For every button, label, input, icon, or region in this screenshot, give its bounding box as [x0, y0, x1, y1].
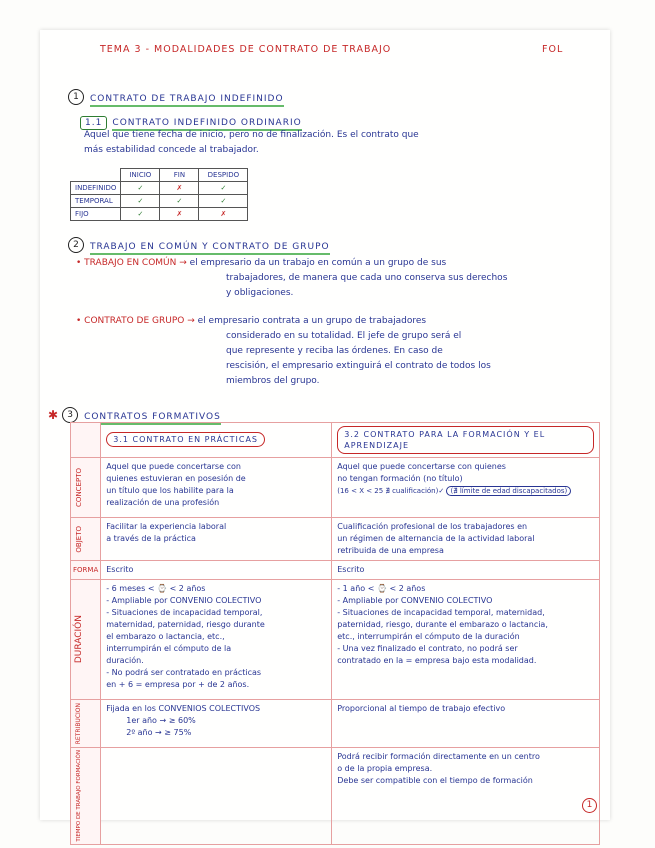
section-title: CONTRATO DE TRABAJO INDEFINIDO	[90, 94, 284, 107]
section-3-heading	[48, 404, 221, 423]
check-icon: ✓	[160, 195, 199, 208]
section-title: TRABAJO EN COMÚN Y CONTRATO DE GRUPO	[90, 242, 330, 255]
row-label: FIJO	[71, 208, 121, 221]
contract-comparison-table	[70, 168, 248, 221]
trabajo-en-comun-item: • TRABAJO EN COMÚN → el empresario da un trabajo en común a un grupo de sus trabajadores, de manera que cada uno conserva sus derechos y obligaciones.	[76, 258, 508, 298]
col-title-formacion: 3.2 CONTRATO PARA LA FORMACIÓN Y EL APRENDIZAJE	[337, 426, 594, 454]
section-title: CONTRATOS FORMATIVOS	[84, 412, 221, 425]
check-icon: ✓	[199, 195, 248, 208]
concepto-formacion: Aquel que puede concertarse con quienes no tengan formación (no título) (16 < X < 25 ∄ cualificación)✓ (∄ límite de edad discapacitados)	[332, 458, 600, 518]
check-icon: ✓	[121, 208, 160, 221]
row-label: OBJETO	[75, 525, 83, 553]
objeto-practicas: Facilitar la experiencia laboral a través de la práctica	[101, 518, 332, 561]
duracion-formacion: - 1 año < ⌚ < 2 años - Ampliable por CONVENIO COLECTIVO - Situaciones de incapacidad temporal, maternidad, paternidad, riesgo, durante el embarazo o lactancia, etc., interrumpirán el cómputo de la duración - Una vez finalizado el contrato, no podrá ser contratado en la = empresa bajo esta modalidad.	[332, 580, 600, 700]
subsection-title: CONTRATO INDEFINIDO ORDINARIO	[112, 118, 301, 131]
col-title-practicas: 3.1 CONTRATO EN PRÁCTICAS	[106, 432, 265, 447]
subsection-text: Aquel que tiene fecha de inicio, pero no de finalización. Es el contrato que más estabilidad concede al trabajador.	[84, 130, 419, 155]
check-icon: ✓	[121, 195, 160, 208]
retribucion-formacion: Proporcional al tiempo de trabajo efectivo	[332, 700, 600, 748]
star-icon: ✱	[48, 408, 59, 422]
subsection-number: 1.1	[80, 116, 107, 130]
cross-icon: ✗	[160, 208, 199, 221]
section-number: 3	[62, 407, 78, 423]
tiempo-practicas	[101, 748, 332, 845]
page-number: 1	[582, 798, 597, 813]
forma-practicas: Escrito	[101, 561, 332, 580]
subject-label: FOL	[542, 44, 564, 55]
section-number: 2	[68, 237, 84, 253]
objeto-formacion: Cualificación profesional de los trabajadores en un régimen de alternancia de la actividad laboral retribuida de una empresa	[332, 518, 600, 561]
notes-page	[40, 30, 610, 842]
cross-icon: ✗	[199, 208, 248, 221]
section-number: 1	[68, 89, 84, 105]
subsection-1-1-heading	[80, 110, 302, 129]
contrato-de-grupo-item: • CONTRATO DE GRUPO → el empresario contrata a un grupo de trabajadores considerado en su totalidad. El jefe de grupo será el que represente y reciba las órdenes. En caso de rescisión, el empresario extinguirá el contrato de todos los miembros del grupo.	[76, 316, 491, 386]
retribucion-practicas: Fijada en los CONVENIOS COLECTIVOS 1er año → ≥ 60% 2º año → ≥ 75%	[101, 700, 332, 748]
section-1-heading	[68, 86, 284, 105]
section-2-heading	[68, 234, 330, 253]
cross-icon: ✗	[160, 182, 199, 195]
row-label: DURACIÓN	[74, 615, 84, 664]
check-icon: ✓	[121, 182, 160, 195]
contratos-formativos-table	[70, 422, 600, 845]
col-header: FIN	[160, 169, 199, 182]
row-label: FORMA	[71, 561, 101, 580]
tiempo-formacion: Podrá recibir formación directamente en un centro o de la propia empresa. Debe ser compatible con el tiempo de formación	[332, 748, 600, 845]
duracion-practicas: - 6 meses < ⌚ < 2 años - Ampliable por CONVENIO COLECTIVO - Situaciones de incapacidad temporal, maternidad, paternidad, riesgo durante el embarazo o lactancia, etc., interrumpirán el cómputo de la duración. - No podrá ser contratado en prácticas en + 6 = empresa por + de 2 años.	[101, 580, 332, 700]
row-label: TEMPORAL	[71, 195, 121, 208]
check-icon: ✓	[199, 182, 248, 195]
row-label: INDEFINIDO	[71, 182, 121, 195]
concepto-practicas: Aquel que puede concertarse con quienes estuvieran en posesión de un título que los habilite para la realización de una profesión	[101, 458, 332, 518]
page-title: TEMA 3 - MODALIDADES DE CONTRATO DE TRABAJO	[100, 44, 392, 55]
col-header: DESPIDO	[199, 169, 248, 182]
forma-formacion: Escrito	[332, 561, 600, 580]
row-label: TIEMPO DE TRABAJO FORMACIÓN	[76, 750, 82, 842]
row-label: CONCEPTO	[75, 468, 83, 507]
row-label: RETRIBUCIÓN	[75, 702, 82, 745]
col-header: INICIO	[121, 169, 160, 182]
